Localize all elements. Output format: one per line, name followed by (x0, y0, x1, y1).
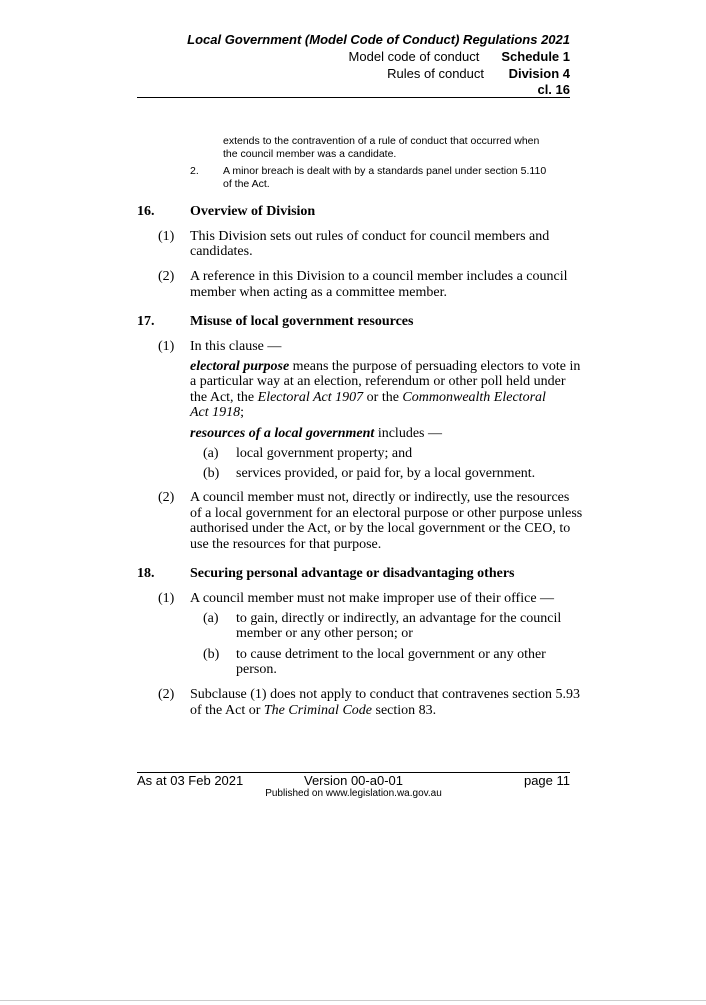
s16-subclause-1-number: (1) (158, 229, 175, 244)
header-rule (137, 97, 570, 98)
s18-subclause-2-line1: Subclause (1) does not apply to conduct that contravenes section 5.93 (190, 687, 580, 702)
page-bottom-divider (0, 1000, 706, 1001)
note-2-line1: A minor breach is dealt with by a standards panel under section 5.110 (223, 165, 547, 177)
s18-para-b-line2: person. (236, 662, 277, 677)
definition-electoral-purpose-line1: electoral purpose means the purpose of persuading electors to vote in (190, 359, 581, 374)
section-18-number: 18. (137, 566, 155, 581)
s18-para-a-line2: member or any other person; or (236, 626, 413, 641)
s16-subclause-1-line2: candidates. (190, 244, 253, 259)
s16-subclause-1-line1: This Division sets out rules of conduct for council members and (190, 229, 550, 244)
s18-para-a-line1: to gain, directly or indirectly, an advantage for the council (236, 611, 562, 626)
note-continuation-line2: the council member was a candidate. (223, 148, 397, 160)
note-continuation-line1: extends to the contravention of a rule of conduct that occurred when (223, 135, 540, 147)
running-header-title: Local Government (Model Code of Conduct) Regulations 2021 (187, 32, 570, 47)
footer-version: Version 00-a0-01 (303, 773, 403, 788)
s17-subclause-2-line2: of a local government for an electoral purpose or other purpose unless (190, 506, 583, 521)
footer-date: As at 03 Feb 2021 (137, 773, 244, 788)
note-2-line2: of the Act. (223, 178, 270, 190)
s18-subclause-1-number: (1) (158, 591, 175, 606)
definition-electoral-purpose-line3: the Act, the Electoral Act 1907 or the Commonwealth Electoral (190, 390, 546, 405)
s18-para-a-number: (a) (203, 611, 219, 626)
header-division-value: Division 4 (508, 66, 570, 81)
definition-resources-line: resources of a local government includes — (190, 426, 442, 441)
definition-electoral-purpose-line4: Act 1918; (190, 405, 245, 420)
section-18-heading: Securing personal advantage or disadvantaging others (190, 566, 515, 581)
s17-para-b-text: services provided, or paid for, by a local government. (236, 466, 536, 481)
defined-term-electoral-purpose: electoral purpose (190, 359, 290, 374)
s17-para-a-text: local government property; and (236, 446, 413, 461)
s16-subclause-2-line1: A reference in this Division to a council member includes a council (190, 269, 568, 284)
s16-subclause-2-number: (2) (158, 269, 175, 284)
s17-subclause-2-number: (2) (158, 490, 175, 505)
section-17-heading: Misuse of local government resources (190, 314, 414, 329)
s17-para-b-number: (b) (203, 466, 220, 481)
s17-subclause-2-line3: authorised under the Act, or by the local government or the CEO, to (190, 521, 571, 536)
s18-para-b-number: (b) (203, 647, 220, 662)
s17-subclause-2-line4: use the resources for that purpose. (190, 537, 382, 552)
s17-subclause-2-line1: A council member must not, directly or indirectly, use the resources (190, 490, 570, 505)
header-division-label: Rules of conduct (387, 66, 484, 81)
s18-subclause-2-line2: of the Act or The Criminal Code section 83. (190, 703, 437, 718)
footer-page-number: page 11 (523, 773, 570, 788)
header-row-division (137, 66, 570, 81)
s18-para-b-line1: to cause detriment to the local government or any other (236, 647, 546, 662)
defined-term-resources: resources of a local government (190, 426, 375, 441)
s16-subclause-2-line2: member when acting as a committee member. (190, 285, 447, 300)
footer-published-link[interactable]: Published on www.legislation.wa.gov.au (265, 788, 442, 799)
s17-subclause-1-number: (1) (158, 339, 175, 354)
s18-subclause-2-number: (2) (158, 687, 175, 702)
s17-subclause-1-intro: In this clause — (190, 339, 282, 354)
header-schedule-value: Schedule 1 (501, 49, 570, 64)
header-row-clause (137, 82, 570, 97)
header-row-schedule (137, 49, 570, 64)
s18-subclause-1-text: A council member must not make improper use of their office — (190, 591, 555, 606)
section-16-number: 16. (137, 204, 155, 219)
note-2-number: 2. (190, 165, 199, 177)
section-17-number: 17. (137, 314, 155, 329)
definition-electoral-purpose-line2: a particular way at an election, referendum or other poll held under (190, 374, 566, 389)
s17-para-a-number: (a) (203, 446, 219, 461)
header-clause-value: cl. 16 (537, 82, 570, 97)
header-schedule-label: Model code of conduct (348, 49, 480, 64)
section-16-heading: Overview of Division (190, 204, 316, 219)
